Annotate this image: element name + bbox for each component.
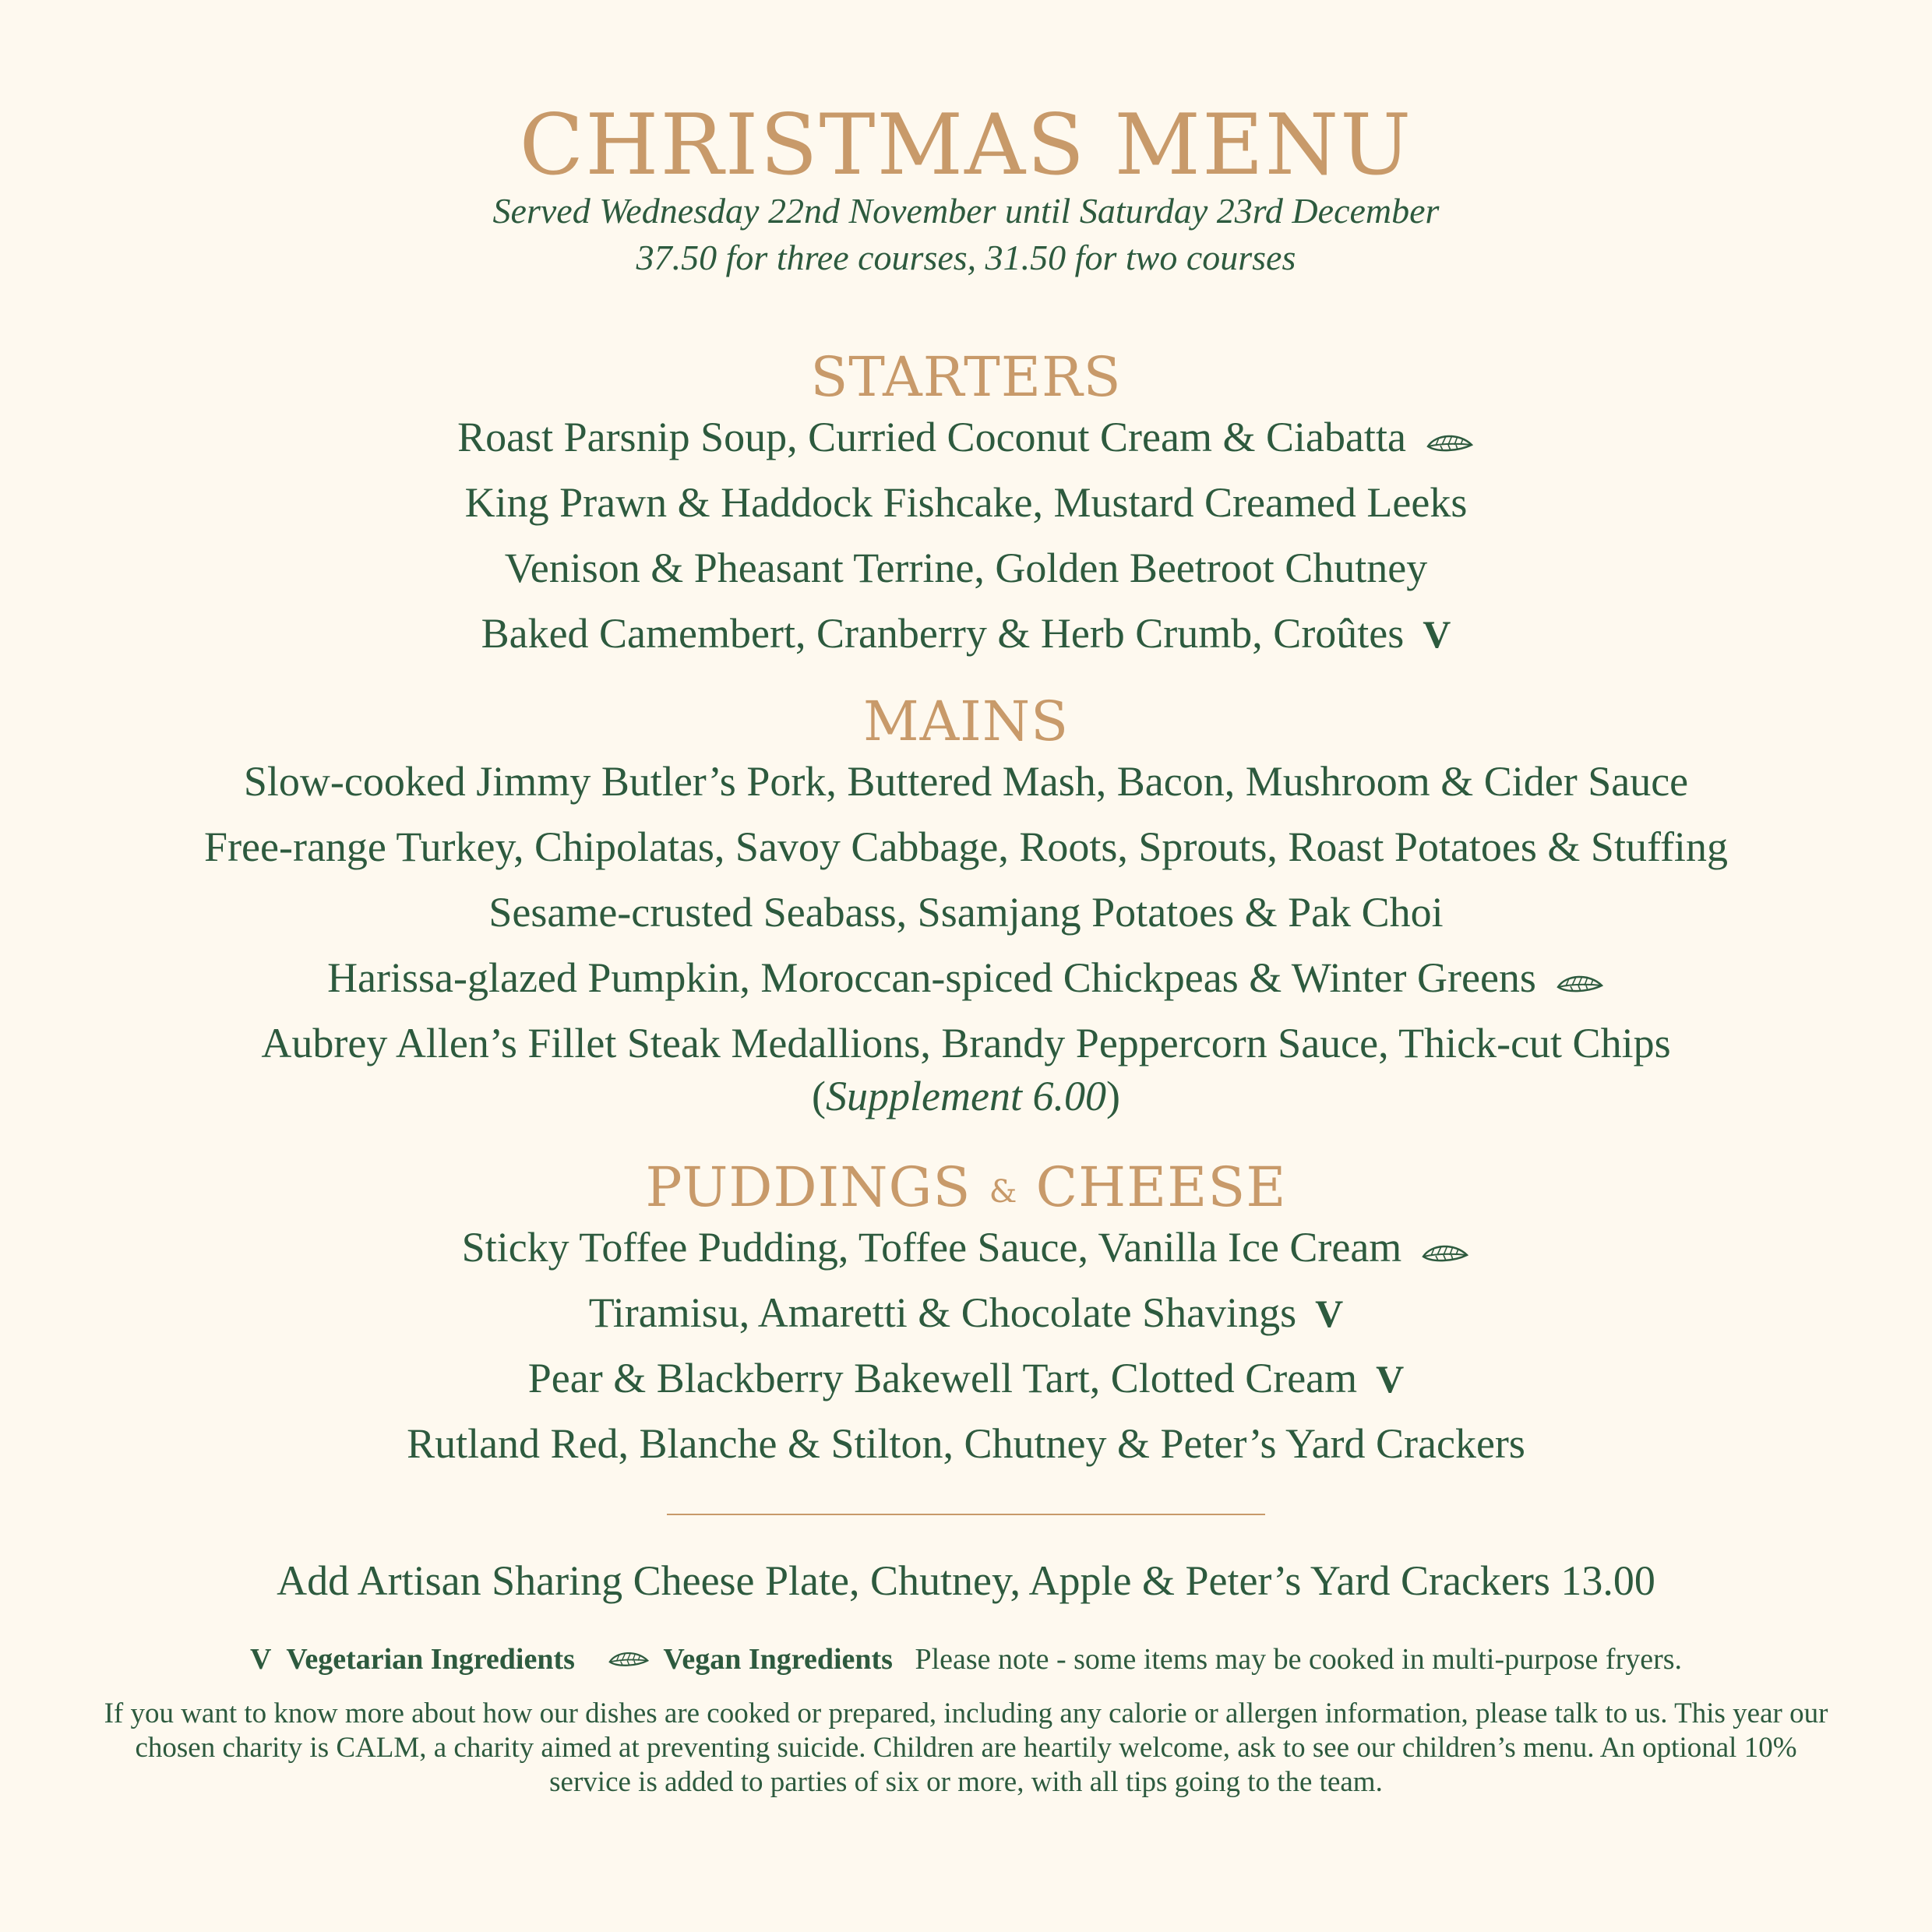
vegetarian-marker: V [1423,612,1451,656]
vegetarian-symbol: V [249,1643,272,1676]
puddings-heading: PUDDINGS & CHEESE [645,1155,1287,1219]
vegetarian-marker: V [1315,1292,1344,1335]
vegan-leaf-icon [1420,1225,1470,1279]
starter-item [0,606,1932,661]
dietary-legend [0,1639,1932,1680]
dish-name: Tiramisu, Amaretti & Chocolate Shavings [588,1289,1297,1336]
pudding-item [0,1416,1932,1471]
main-item [0,820,1932,874]
dish-name: Venison & Pheasant Terrine, Golden Beetroot Chutney [504,545,1428,591]
dish-name: Slow-cooked Jimmy Butler’s Pork, Buttered Mash, Bacon, Mushroom & Cider Sauce [243,758,1689,805]
dish-name: Harissa-glazed Pumpkin, Moroccan-spiced Chickpeas & Winter Greens [327,954,1536,1001]
starter-item [0,541,1932,595]
dish-name: Free-range Turkey, Chipolatas, Savoy Cabbage, Roots, Sprouts, Roast Potatoes & Stuffing [204,823,1728,870]
fryer-note: Please note - some items may be cooked in multi-purpose fryers. [915,1643,1683,1676]
vegan-leaf-icon [1555,955,1605,1010]
main-item [0,885,1932,940]
dish-name: Sesame-crusted Seabass, Ssamjang Potatoes & Pak Choi [488,889,1444,936]
menu-title: CHRISTMAS MENU [519,97,1413,194]
dish-name: Rutland Red, Blanche & Stilton, Chutney & Peter’s Yard Crackers [407,1420,1525,1467]
starters-heading: STARTERS [810,345,1122,409]
supplement-price: Supplement 6.00 [826,1073,1106,1119]
dish-name: Aubrey Allen’s Fillet Steak Medallions, Brandy Peppercorn Sauce, Thick-cut Chips [261,1020,1671,1066]
dish-name: Roast Parsnip Soup, Curried Coconut Cream & Ciabatta [457,414,1406,460]
starter-item [0,475,1932,530]
pudding-item [0,1285,1932,1341]
vegetarian-marker: V [1376,1357,1405,1401]
starter-item [0,410,1932,469]
supplement-note: (Supplement 6.00) [812,1073,1120,1119]
allergen-footnote: If you want to know more about how our dishes are cooked or prepared, including any calorie or allergen information, please talk to us. This year our chosen charity is CALM, a charity aimed at preventing suicide. Children are heartily welcome, ask to see our children’s menu. An optional 10% service is added to parties of six or more, with all tips going to the team. [104,1698,1828,1798]
course-prices: 37.50 for three courses, 31.50 for two courses [636,238,1296,277]
main-item [0,1016,1932,1070]
dish-name: Baked Camembert, Cranberry & Herb Crumb, Croûtes [481,610,1405,657]
vegan-label: Vegan Ingredients [663,1643,893,1676]
vegan-leaf-icon [606,1648,651,1669]
pudding-item [0,1220,1932,1279]
vegetarian-label: Vegetarian Ingredients [286,1643,575,1676]
dish-name: Pear & Blackberry Bakewell Tart, Clotted Cream [527,1355,1358,1401]
vegan-leaf-icon [1425,414,1475,469]
dish-name: Sticky Toffee Pudding, Toffee Sauce, Vanilla Ice Cream [461,1224,1402,1271]
main-item [0,754,1932,809]
divider-line [667,1514,1265,1515]
pudding-item [0,1351,1932,1406]
served-dates: Served Wednesday 22nd November until Saturday 23rd December [492,191,1440,231]
mains-heading: MAINS [862,689,1070,753]
main-item [0,950,1932,1010]
cheese-plate-addon: Add Artisan Sharing Cheese Plate, Chutney, Apple & Peter’s Yard Crackers 13.00 [277,1557,1655,1604]
dish-name: King Prawn & Haddock Fishcake, Mustard Creamed Leeks [464,479,1468,526]
